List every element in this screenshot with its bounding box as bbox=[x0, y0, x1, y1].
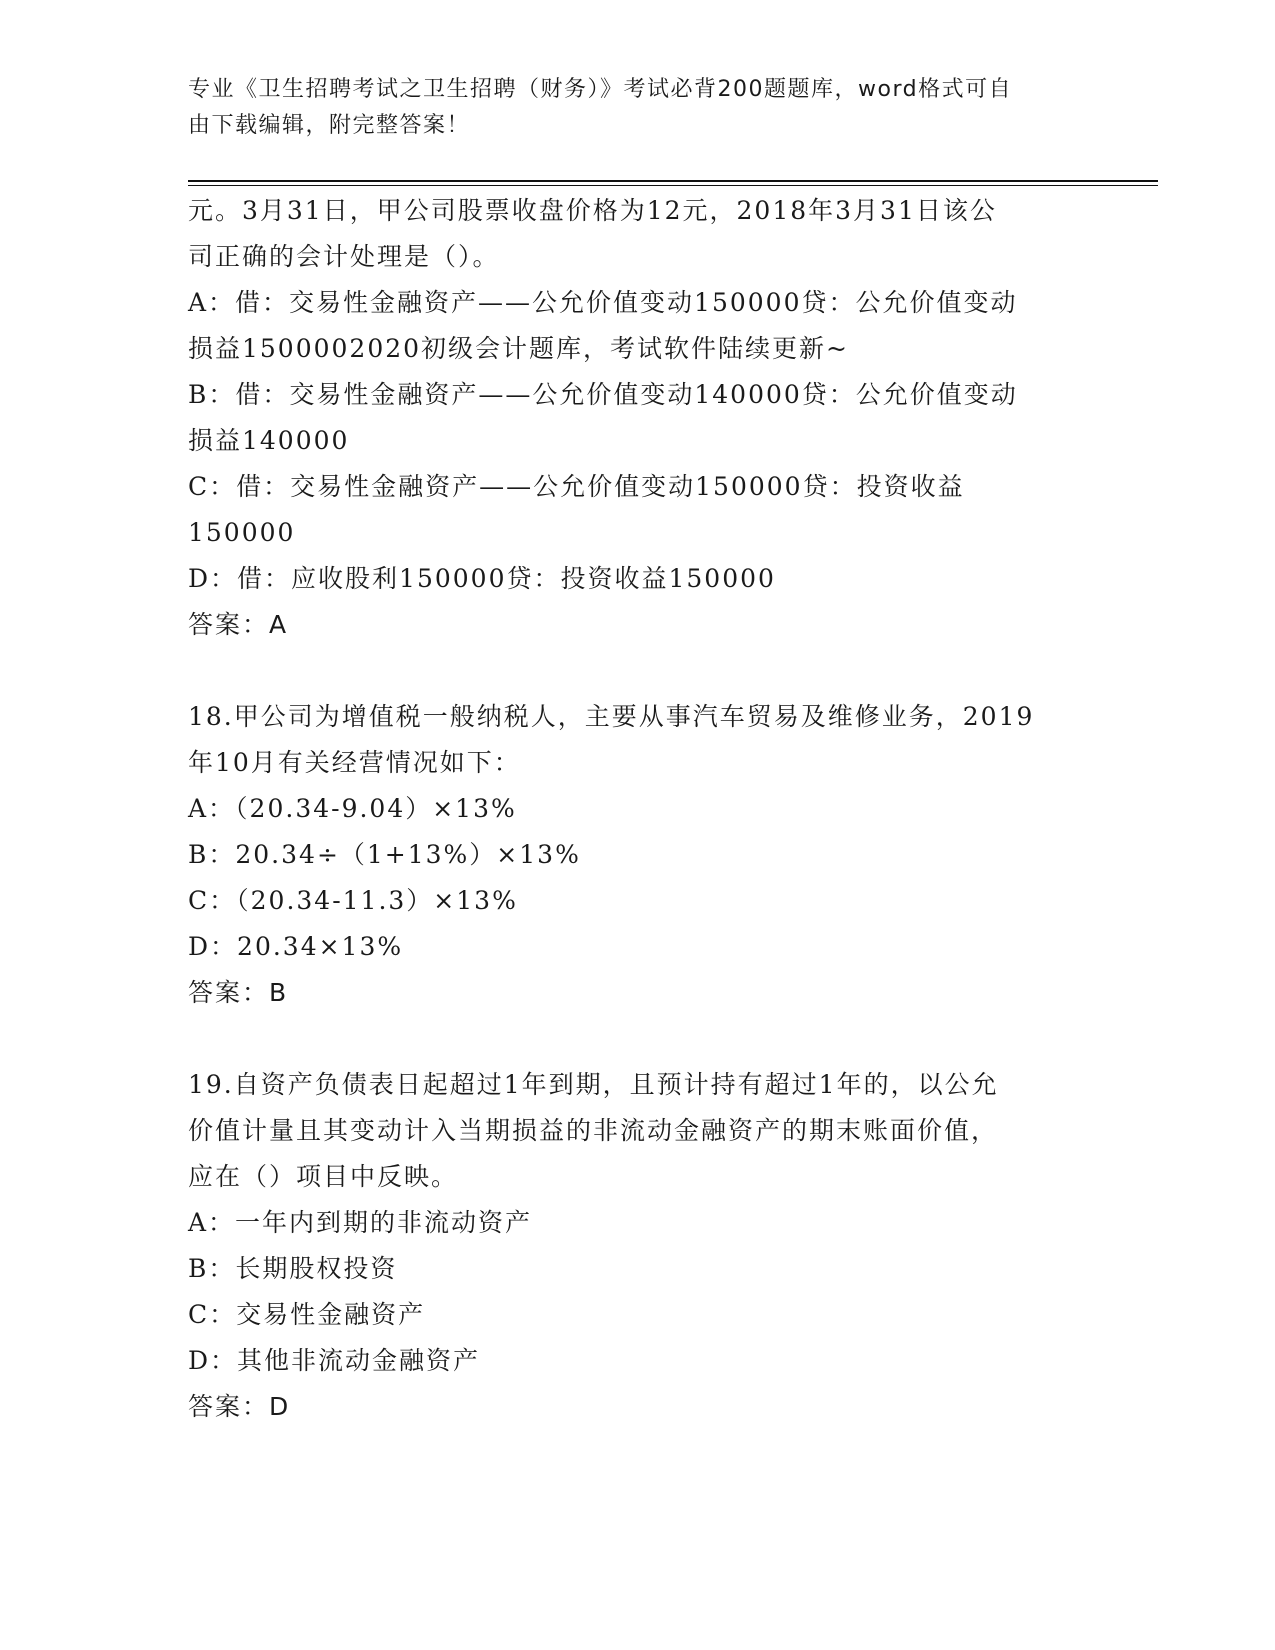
spacer bbox=[188, 1016, 1088, 1062]
spacer bbox=[188, 648, 1088, 694]
option-c: C：交易性金融资产 bbox=[188, 1300, 426, 1329]
option-a: 损益1500002020初级会计题库，考试软件陆续更新~ bbox=[188, 334, 850, 363]
question-list bbox=[188, 188, 1088, 1430]
question-19 bbox=[188, 1062, 1088, 1430]
option-b: B：20.34÷（1+13%）×13% bbox=[188, 840, 581, 869]
question-stem: 19.自资产负债表日起超过1年到期，且预计持有超过1年的，以公允 bbox=[188, 1070, 999, 1099]
question-18 bbox=[188, 694, 1088, 1016]
option-d: D：其他非流动金融资产 bbox=[188, 1346, 481, 1375]
question-stem: 年10月有关经营情况如下： bbox=[188, 748, 521, 777]
question-17 bbox=[188, 188, 1088, 648]
option-d: D：20.34×13% bbox=[188, 932, 404, 961]
header-rule-thick bbox=[188, 180, 1158, 182]
question-stem: 元。3月31日，甲公司股票收盘价格为12元，2018年3月31日该公 bbox=[188, 196, 997, 225]
option-c: C：（20.34-11.3）×13% bbox=[188, 886, 518, 915]
question-stem: 18.甲公司为增值税一般纳税人，主要从事汽车贸易及维修业务，2019 bbox=[188, 702, 1035, 731]
option-b: B：长期股权投资 bbox=[188, 1254, 398, 1283]
answer-label: 答案：D bbox=[188, 1392, 291, 1421]
option-b: 损益140000 bbox=[188, 426, 350, 455]
header-line-2: 由下载编辑，附完整答案！ bbox=[188, 113, 471, 138]
option-a: A：借：交易性金融资产——公允价值变动150000贷：公允价值变动 bbox=[188, 288, 1018, 317]
question-stem: 应在（）项目中反映。 bbox=[188, 1162, 459, 1191]
header-rule-thin bbox=[188, 185, 1158, 186]
option-b: B：借：交易性金融资产——公允价值变动140000贷：公允价值变动 bbox=[188, 380, 1018, 409]
option-a: A：（20.34-9.04）×13% bbox=[188, 794, 517, 823]
header-line-1: 专业《卫生招聘考试之卫生招聘（财务）》考试必背200题题库，word格式可自 bbox=[188, 77, 1013, 102]
option-d: D：借：应收股利150000贷：投资收益150000 bbox=[188, 564, 776, 593]
question-stem: 司正确的会计处理是（）。 bbox=[188, 242, 500, 271]
option-a: A：一年内到期的非流动资产 bbox=[188, 1208, 533, 1237]
option-c: 150000 bbox=[188, 518, 296, 547]
question-stem: 价值计量且其变动计入当期损益的非流动金融资产的期末账面价值， bbox=[188, 1116, 999, 1145]
page-header bbox=[188, 72, 1068, 144]
answer-label: 答案：B bbox=[188, 978, 289, 1007]
answer-label: 答案：A bbox=[188, 610, 289, 639]
option-c: C：借：交易性金融资产——公允价值变动150000贷：投资收益 bbox=[188, 472, 965, 501]
